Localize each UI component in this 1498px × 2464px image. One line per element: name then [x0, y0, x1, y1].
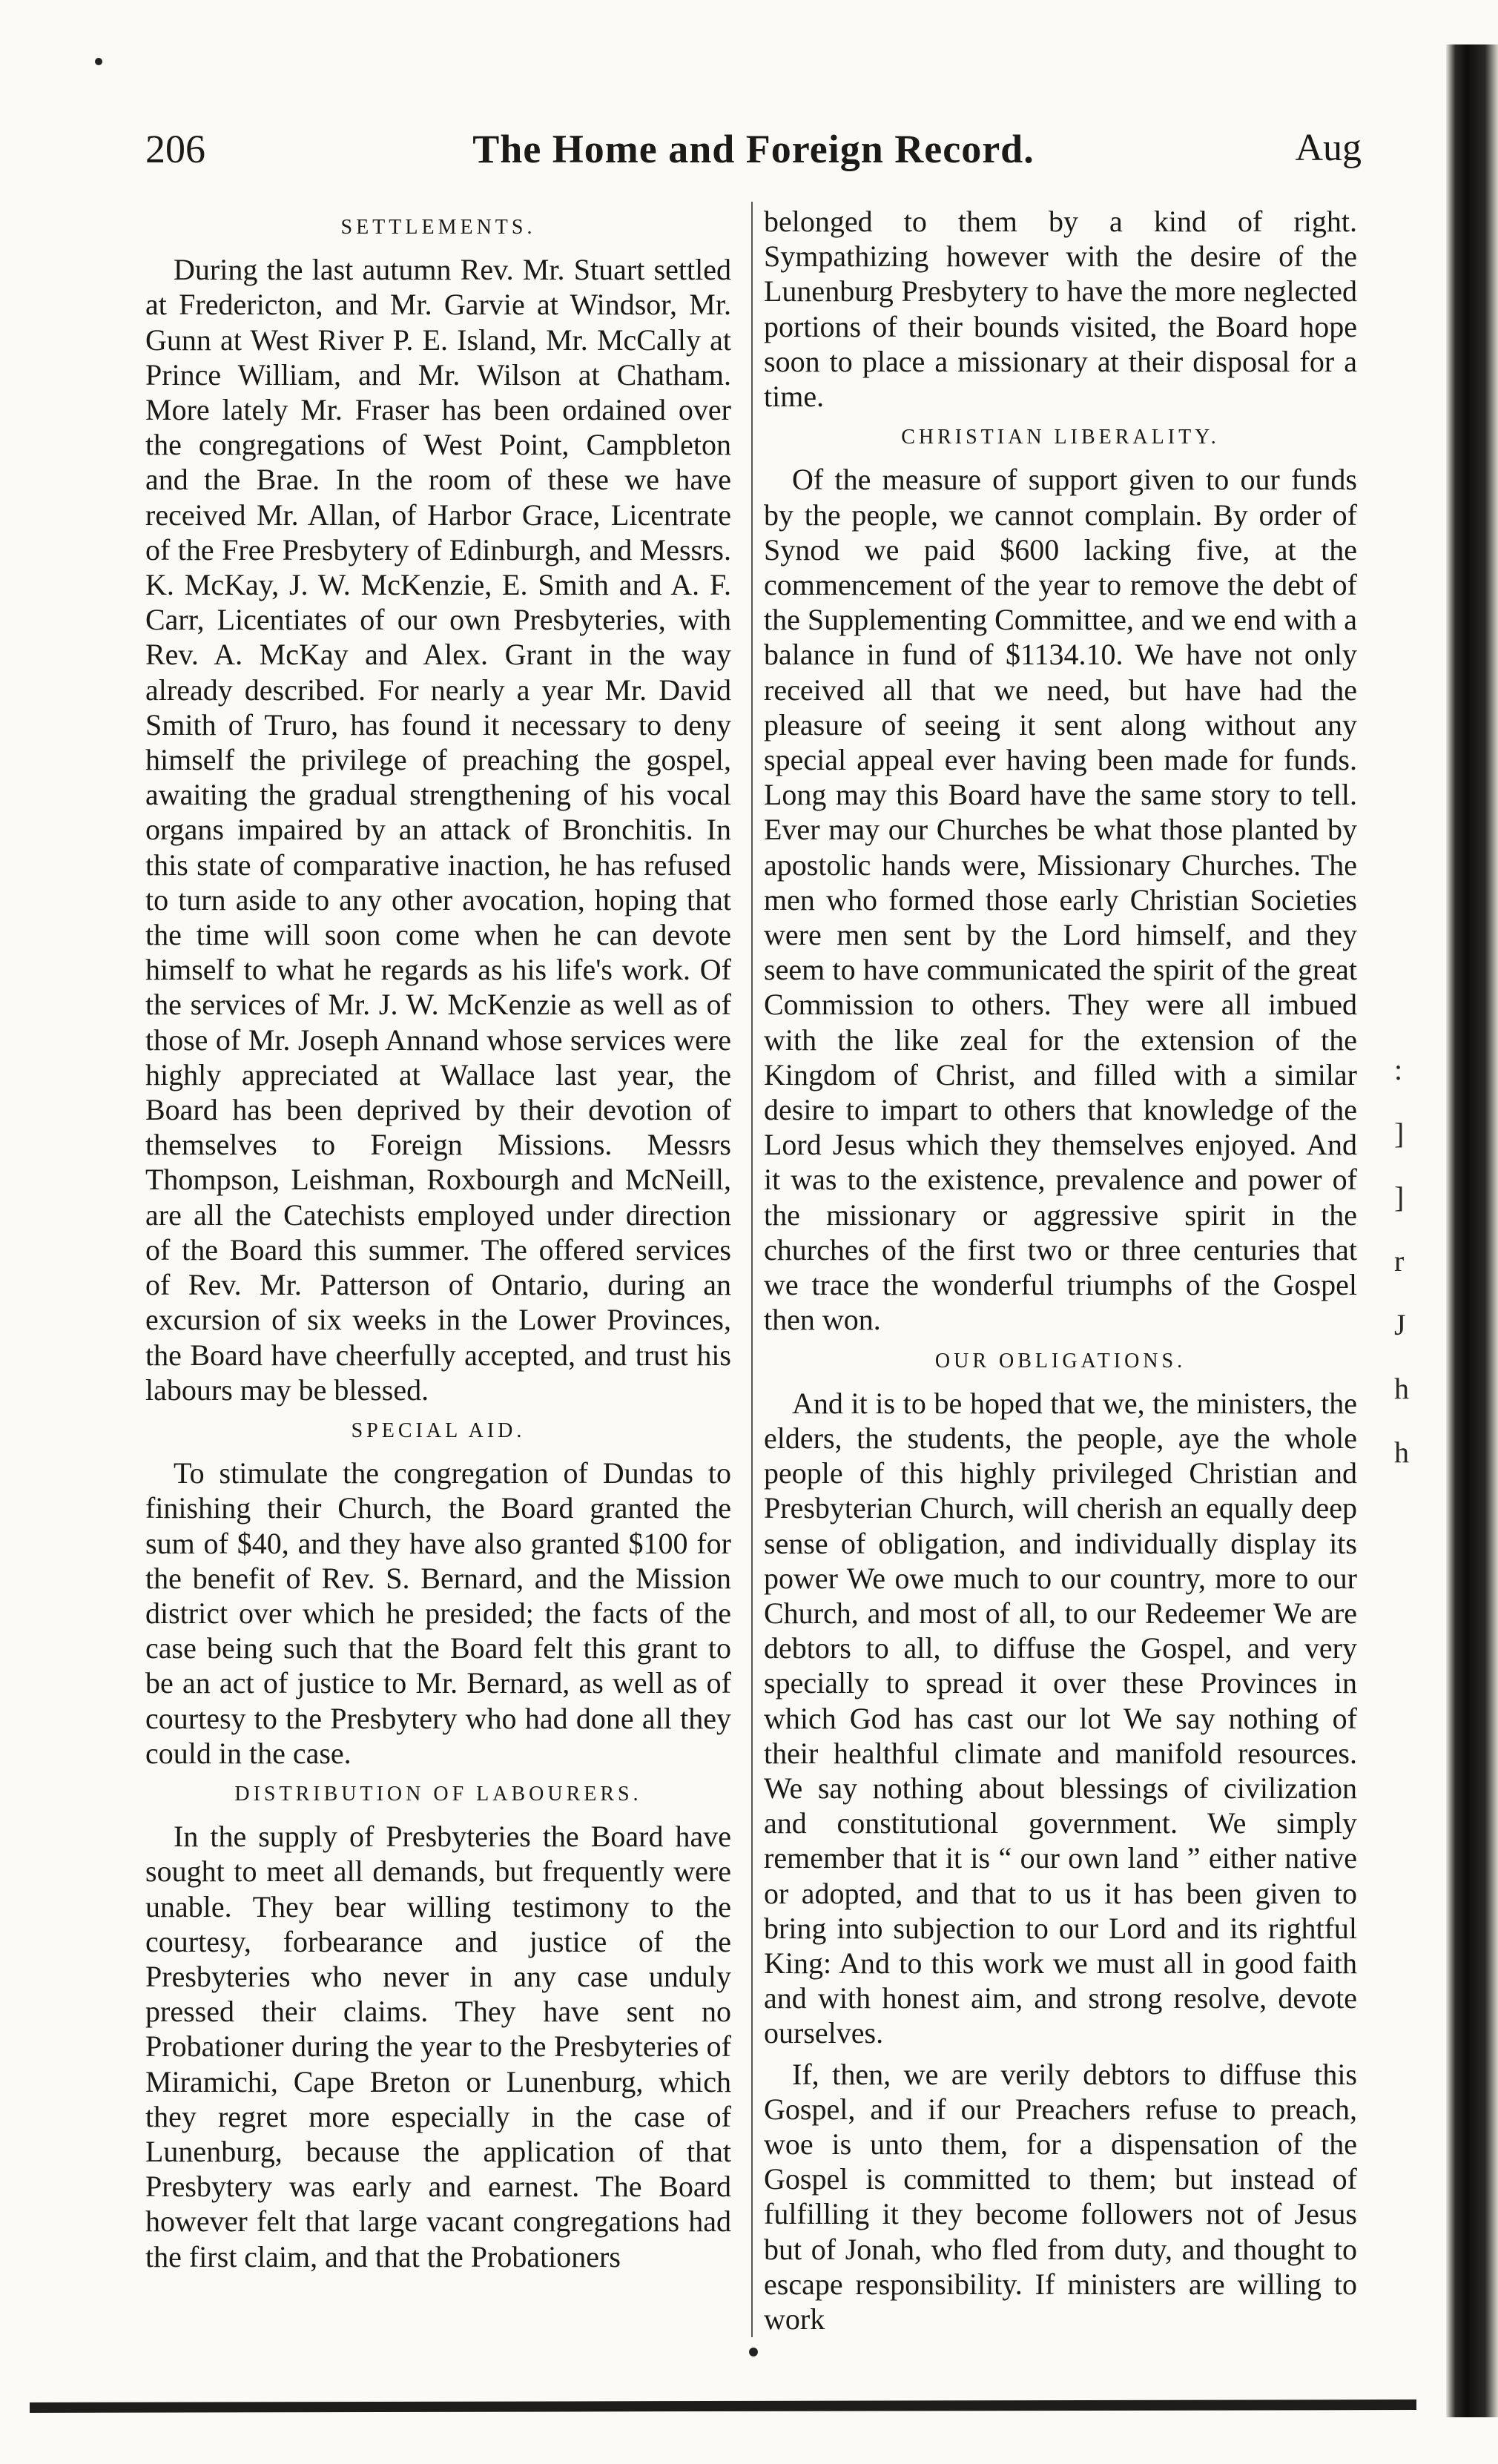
binding-shadow	[1446, 44, 1498, 2417]
left-column	[145, 204, 731, 2280]
ink-speck	[749, 2348, 758, 2356]
body-paragraph: During the last autumn Rev. Mr. Stuart settled at Fredericton, and Mr. Garvie at Windsor, Mr. Gunn at West River P. E. Island, Mr. McCally at Prince William, and Mr. Wilson at Chatham. More lately Mr. Fraser has been ordained over the congregations of West Point, Campbleton and the Brae. In the room of these we have received Mr. Allan, of Harbor Grace, Licentrate of the Free Presbytery of Edinburgh, and Messrs. K. McKay, J. W. McKenzie, E. Smith and A. F. Carr, Licentiates of our own Presbyteries, with Rev. A. McKay and Alex. Grant in the way already described. For nearly a year Mr. David Smith of Truro, has found it necessary to deny himself the privilege of preaching the gospel, awaiting the gradual strengthening of his vocal organs impaired by an attack of Bronchitis. In this state of comparative inaction, he has refused to turn aside to any other avocation, hoping that the time will soon come when he can devote himself to what he regards as his life's work. Of the services of Mr. J. W. McKenzie as well as of those of Mr. Joseph Annand whose services were highly appreciated at Wallace last year, the Board has been deprived by their devotion of themselves to Foreign Missions. Messrs Thompson, Leishman, Roxbourgh and McNeill, are all the Catechists employed under direction of the Board this summer. The offered services of Rev. Mr. Patterson of Ontario, during an excursion of six weeks in the Lower Provinces, the Board have cheerfully accepted, and trust his labours may be blessed.	[145, 253, 731, 1407]
margin-fragment: ]	[1394, 1117, 1405, 1150]
margin-fragment: :	[1394, 1053, 1403, 1086]
page-number: 206	[145, 127, 205, 171]
right-column	[764, 204, 1357, 2342]
section-heading: SPECIAL AID.	[351, 1418, 526, 1442]
bottom-rule	[30, 2399, 1416, 2413]
body-paragraph: Of the measure of support given to our funds by the people, we cannot complain. By order of Synod we paid $600 lacking five, at the commencement of the year to remove the debt of the Supplementing Committee, and we end with a balance in fund of $1134.10. We have not only received all that we need, but have had the pleasure of seeing it sent along without any special appeal ever having been made for funds. Long may this Board have the same story to tell. Ever may our Churches be what those planted by apostolic hands were, Missionary Churches. The men who formed those early Christian Societies were men sent by the Lord himself, and they seem to have communicated the spirit of the great Commission to others. They were all imbued with the like zeal for the extension of the Kingdom of Christ, and filled with a similar desire to impart to others that knowledge of the Lord Jesus which they themselves enjoyed. And it was to the existence, prevalence and power of the missionary or aggressive spirit in the churches of the first two or three centuries that we trace the wonderful triumphs of the Gospel then won.	[764, 463, 1357, 1337]
ink-speck	[95, 58, 102, 65]
body-paragraph: And it is to be hoped that we, the ministers, the elders, the students, the people, aye the whole people of this highly privileged Christian and Presbyterian Church, will cherish an equally deep sense of obligation, and individually display its power We owe much to our country, more to our Church, and most of all, to our Redeemer We are debtors to all, to diffuse the Gospel, and very specially to spread it over these Provinces in which God has cast our lot We say nothing of their healthful climate and manifold resources. We say nothing about blessings of civilization and constitutional government. We simply remember that it is “ our own land ” either native or adopted, and that to us it has been given to bring into subjection to our Lord and its rightful King: And to this work we must all in good faith and with honest aim, and strong resolve, devote ourselves.	[764, 1386, 1357, 2050]
margin-fragment: h	[1394, 1436, 1409, 1469]
margin-fragment: r	[1394, 1244, 1405, 1278]
body-paragraph: If, then, we are verily debtors to diffuse this Gospel, and if our Preachers refuse to preach, woe is unto them, for a dispensation of the Gospel is committed to them; but instead of fulfilling it they become followers not of Jesus but of Jonah, who fled from duty, and thought to escape responsibility. If ministers are willing to work	[764, 2057, 1357, 2336]
margin-fragment: ]	[1394, 1180, 1405, 1214]
section-heading: OUR OBLIGATIONS.	[934, 1349, 1187, 1373]
margin-fragment: J	[1394, 1308, 1406, 1341]
page-header	[145, 126, 1362, 185]
margin-fragment: h	[1394, 1372, 1409, 1405]
margin-fragments	[1394, 1038, 1439, 1484]
body-paragraph: To stimulate the congregation of Dundas to finishing their Church, the Board granted the sum of $40, and they have also granted $100 for the benefit of Rev. S. Bernard, and the Mission district over which he presided; the facts of the case being such that the Board felt this grant to be an act of justice to Mr. Bernard, as well as of courtesy to the Presbytery who had done all they could in the case.	[145, 1456, 731, 1770]
running-month: Aug	[1295, 127, 1362, 169]
running-title: The Home and Foreign Record.	[472, 127, 1035, 171]
section-heading: CHRISTIAN LIBERALITY.	[901, 426, 1220, 449]
continued-paragraph: belonged to them by a kind of right. Sympathizing however with the desire of the Lunenburg Presbytery to have the more neglected portions of their bounds visited, the Board hope soon to place a missionary at their disposal for a time.	[764, 205, 1357, 414]
section-heading: DISTRIBUTION OF LABOURERS.	[234, 1782, 642, 1806]
section-heading: SETTLEMENTS.	[340, 216, 536, 239]
body-paragraph: In the supply of Presbyteries the Board have sought to meet all demands, but frequently were unable. They bear willing testimony to the courtesy, forbearance and justice of the Presbyteries who never in any case unduly pressed their claims. They have sent no Probationer during the year to the Presbyteries of Miramichi, Cape Breton or Lunenburg, which they regret more especially in the case of Lunenburg, because the application of that Presbytery was early and earnest. The Board however felt that large vacant congregations had the first claim, and that the Probationers	[145, 1820, 731, 2273]
column-divider	[751, 202, 753, 2337]
